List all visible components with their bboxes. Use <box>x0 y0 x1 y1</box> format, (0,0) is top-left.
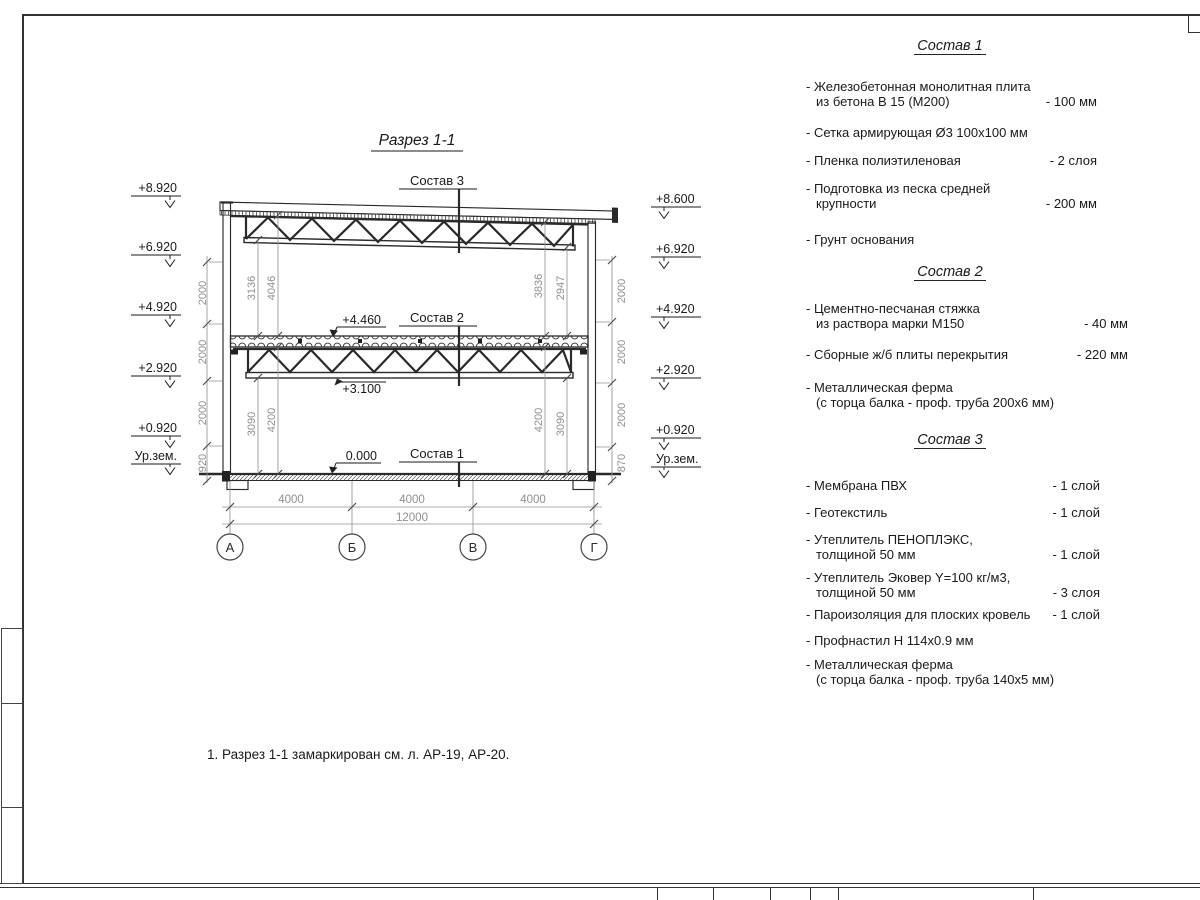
svg-text:Состав 1: Состав 1 <box>410 446 464 461</box>
spec-item <box>806 233 1097 248</box>
ground-floor <box>199 471 621 490</box>
svg-text:Б: Б <box>347 540 357 555</box>
spec-item-value <box>1120 396 1128 411</box>
svg-text:+4.920: +4.920 <box>138 300 177 314</box>
sheet-note: 1. Разрез 1-1 замаркирован см. л. АР-19, АР-20. <box>207 747 510 762</box>
svg-text:2000: 2000 <box>197 400 209 426</box>
spec-item-text: - Мембрана ПВХ <box>806 478 907 493</box>
titleblock-tick <box>810 887 811 900</box>
axis-bubbles <box>217 534 607 560</box>
roof-assembly <box>220 202 618 250</box>
margin-box-2 <box>1 703 23 808</box>
spec-item-text: - Утеплитель Эковер Y=100 кг/м3, <box>806 570 1011 585</box>
elevation-marks-right <box>651 192 701 478</box>
svg-text:12000: 12000 <box>396 512 428 524</box>
spec-item-text: - Пароизоляция для плоских кровель <box>806 607 1031 622</box>
svg-text:3136: 3136 <box>246 275 258 301</box>
svg-text:4200: 4200 <box>533 407 545 433</box>
level-floor-zero <box>329 449 381 474</box>
svg-text:2000: 2000 <box>616 278 628 304</box>
svg-text:+0.920: +0.920 <box>656 423 695 437</box>
svg-text:2947: 2947 <box>555 275 567 301</box>
spec-item-value: - 1 слой <box>1052 478 1100 493</box>
spec-item-value <box>1092 673 1100 688</box>
spec-item-value: - 100 мм <box>1045 93 1097 109</box>
titleblock-tick <box>838 887 839 900</box>
titleblock-tick <box>657 887 658 900</box>
spec-header-2: Состав 2 <box>800 264 1100 280</box>
spec-item <box>806 182 1097 211</box>
spec-item-value: - 2 слоя <box>1049 153 1097 168</box>
floor-assembly <box>231 336 589 378</box>
spec-item-text2: крупности <box>816 195 877 211</box>
spec-item-text2: из бетона В 15 (М200) <box>816 93 950 109</box>
spec-item-text: - Сетка армирующая Ø3 100х100 мм <box>806 125 1028 140</box>
spec-item-text: - Металлическая ферма <box>806 657 953 672</box>
svg-text:4000: 4000 <box>278 494 304 506</box>
titleblock-tick <box>770 887 771 900</box>
svg-text:+6.920: +6.920 <box>656 242 695 256</box>
spec-item <box>806 571 1100 600</box>
frame-bottom-border <box>0 883 1200 888</box>
floor-truss-web <box>248 350 571 372</box>
svg-text:+8.920: +8.920 <box>138 181 177 195</box>
spec-item-text: - Утеплитель ПЕНОПЛЭКС, <box>806 532 973 547</box>
svg-text:920: 920 <box>197 453 209 473</box>
dim-chain-left <box>197 256 222 485</box>
spec-item-text: - Грунт основания <box>806 232 915 247</box>
dims-bottom <box>222 481 602 534</box>
left-wall <box>223 202 231 474</box>
svg-text:Состав 2: Состав 2 <box>410 310 464 325</box>
spec-item-text: - Металлическая ферма <box>806 380 953 395</box>
spec-item-text2: толщиной 50 мм <box>816 584 916 600</box>
svg-text:3836: 3836 <box>533 273 545 299</box>
svg-text:0.000: 0.000 <box>345 449 377 463</box>
svg-text:4000: 4000 <box>520 494 546 506</box>
spec-item-text2: (с торца балка - проф. труба 200х6 мм) <box>816 394 1055 410</box>
titleblock-tick <box>1033 887 1034 900</box>
svg-text:А: А <box>225 540 235 555</box>
section-drawing <box>0 0 760 620</box>
spec-item-value <box>1089 126 1097 141</box>
drawing-title <box>371 132 463 151</box>
spec-item-value: - 1 слой <box>1052 607 1100 622</box>
svg-text:870: 870 <box>616 453 628 473</box>
spec-item-text2: (с торца балка - проф. труба 140х5 мм) <box>816 671 1055 687</box>
spec-item-value: - 220 мм <box>1076 347 1128 362</box>
svg-text:3090: 3090 <box>246 411 258 437</box>
right-wall <box>588 222 596 474</box>
spec-item-value: - 1 слой <box>1052 546 1100 562</box>
spec-item-text: - Железобетонная монолитная плита <box>806 79 1031 94</box>
svg-text:+2.920: +2.920 <box>138 361 177 375</box>
spec-item-value <box>1089 233 1097 248</box>
svg-text:Г: Г <box>590 540 598 555</box>
spec-item <box>806 80 1097 109</box>
svg-text:3090: 3090 <box>555 411 567 437</box>
spec-item-text: - Профнастил Н 114х0.9 мм <box>806 633 974 648</box>
svg-text:Состав 3: Состав 3 <box>410 173 464 188</box>
level-slab-top <box>330 313 387 337</box>
spec-item <box>806 658 1100 687</box>
svg-text:4200: 4200 <box>266 407 278 433</box>
svg-text:+2.920: +2.920 <box>656 363 695 377</box>
svg-text:+3.100: +3.100 <box>342 382 381 396</box>
svg-text:+4.460: +4.460 <box>342 313 381 327</box>
spec-item <box>806 506 1100 521</box>
margin-box-3 <box>1 807 23 884</box>
spec-item-text: - Цементно-песчаная стяжка <box>806 301 980 316</box>
spec-item <box>806 634 1100 649</box>
spec-item-value: - 200 мм <box>1045 195 1097 211</box>
spec-header-3: Состав 3 <box>800 432 1100 448</box>
corner-box <box>1188 15 1200 33</box>
spec-item-text: - Сборные ж/б плиты перекрытия <box>806 347 1009 362</box>
svg-text:+6.920: +6.920 <box>138 240 177 254</box>
elevation-marks-left <box>131 181 181 475</box>
svg-text:Ур.зем.: Ур.зем. <box>656 452 699 466</box>
spec-item-value <box>1092 634 1100 649</box>
spec-item <box>806 479 1100 494</box>
spec-item-text2: из раствора марки М150 <box>816 315 965 331</box>
dim-chain-right <box>596 256 628 485</box>
svg-text:4000: 4000 <box>399 494 425 506</box>
level-truss-bottom <box>335 379 387 397</box>
svg-text:Ур.зем.: Ур.зем. <box>134 449 177 463</box>
spec-item-text2: толщиной 50 мм <box>816 546 916 562</box>
spec-item-value: - 3 слоя <box>1052 584 1100 600</box>
svg-text:2000: 2000 <box>197 339 209 365</box>
titleblock-tick <box>713 887 714 900</box>
svg-text:+8.600: +8.600 <box>656 192 695 206</box>
spec-item-text: - Подготовка из песка средней <box>806 181 991 196</box>
spec-item-value: - 40 мм <box>1084 315 1128 331</box>
svg-text:+0.920: +0.920 <box>138 421 177 435</box>
spec-item-text: - Геотекстиль <box>806 505 888 520</box>
spec-item <box>806 348 1128 363</box>
svg-text:+4.920: +4.920 <box>656 302 695 316</box>
spec-item <box>806 154 1097 169</box>
svg-text:2000: 2000 <box>197 280 209 306</box>
svg-text:2000: 2000 <box>616 339 628 365</box>
spec-item <box>806 126 1097 141</box>
margin-box-1 <box>1 628 23 704</box>
spec-item-text: - Пленка полиэтиленовая <box>806 153 961 168</box>
spec-item <box>806 302 1128 331</box>
spec-item-value: - 1 слой <box>1052 505 1100 520</box>
svg-text:2000: 2000 <box>616 402 628 428</box>
svg-text:4046: 4046 <box>266 275 278 301</box>
spec-header-1: Состав 1 <box>800 38 1100 54</box>
svg-text:Разрез 1-1: Разрез 1-1 <box>378 132 456 149</box>
spec-item <box>806 381 1128 410</box>
spec-item <box>806 608 1100 623</box>
spec-item <box>806 533 1100 562</box>
svg-text:В: В <box>468 540 478 555</box>
